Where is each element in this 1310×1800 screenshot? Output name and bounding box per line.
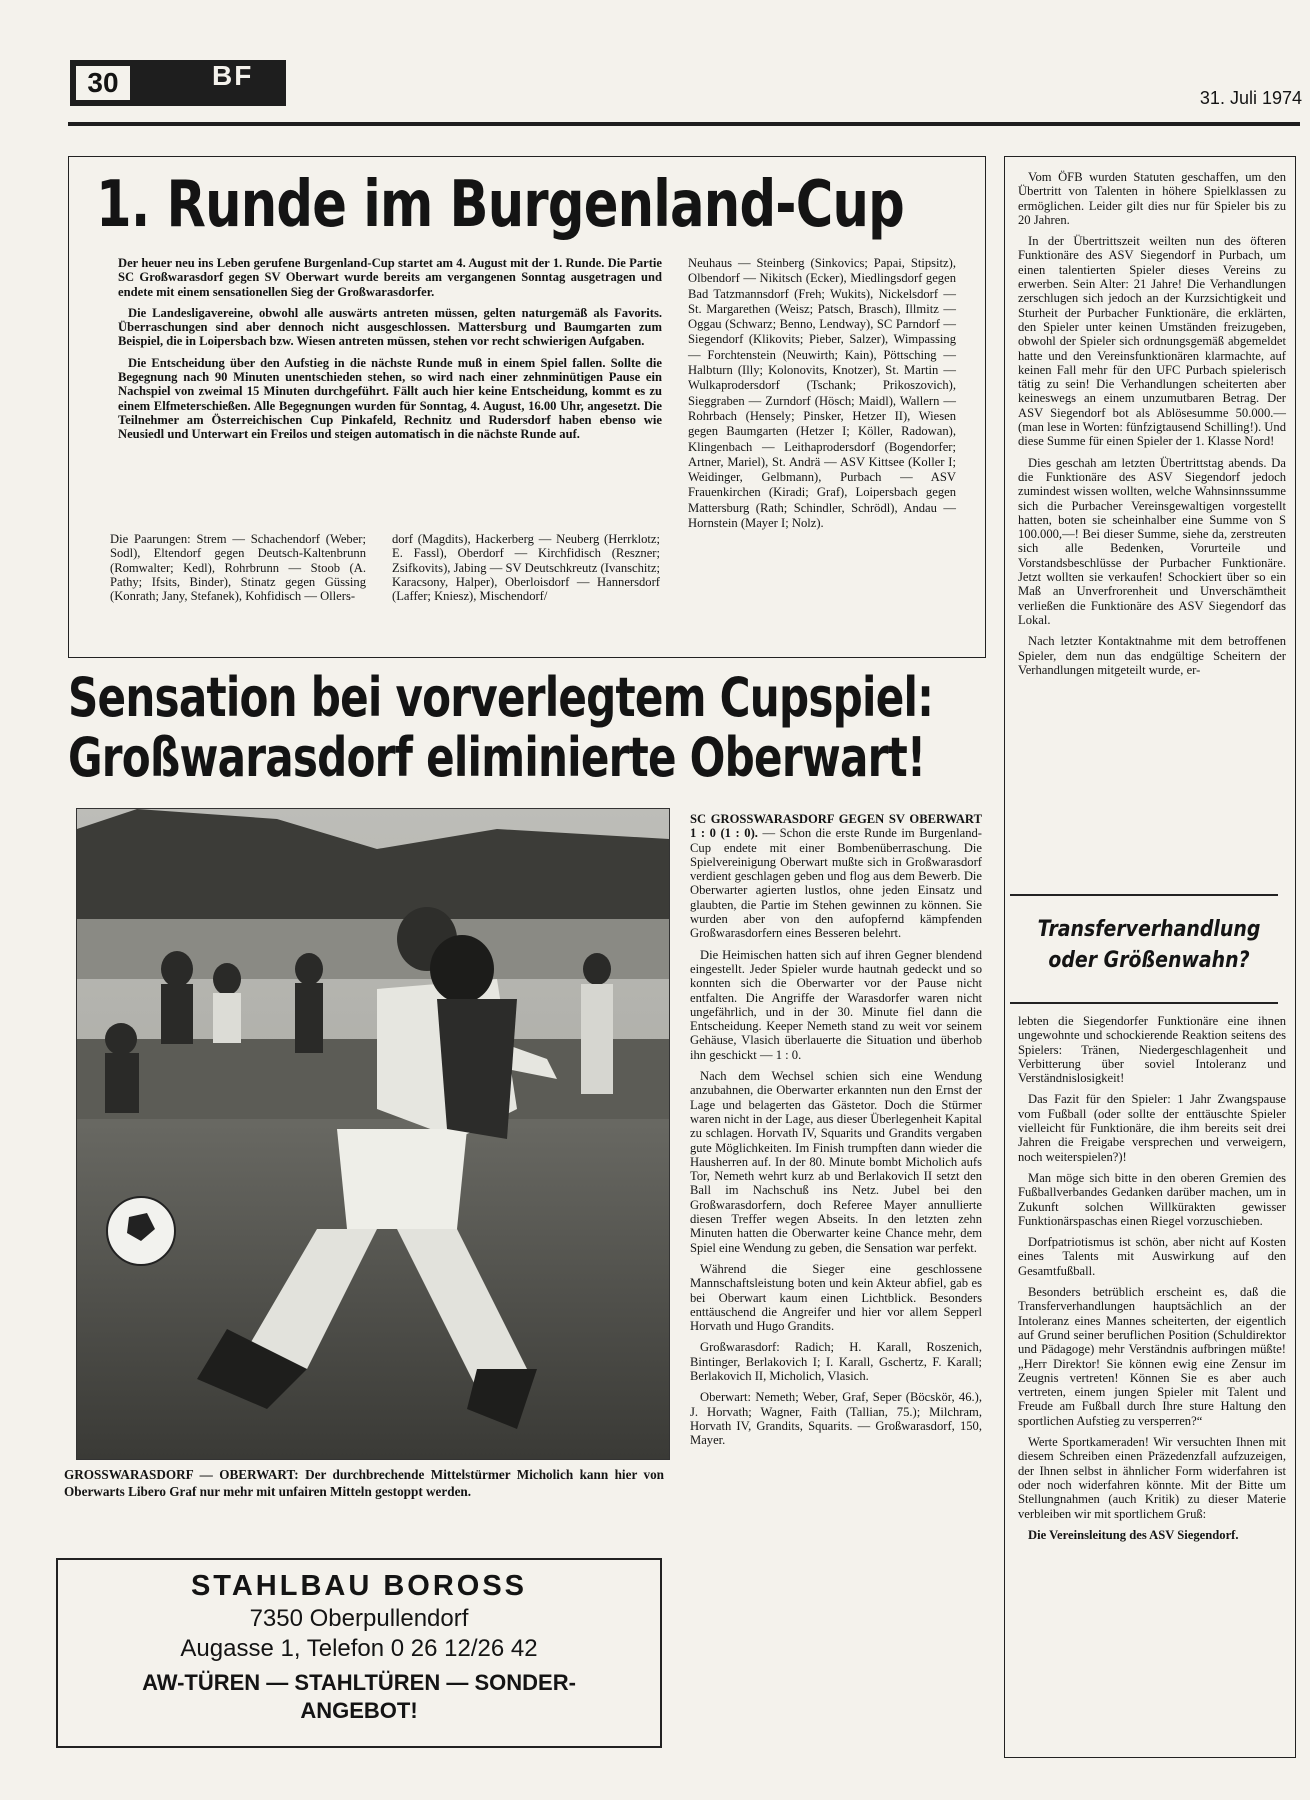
- advertisement: [56, 1558, 662, 1748]
- sidebar-signature: Die Vereinsleitung des ASV Siegendorf.: [1028, 1527, 1239, 1542]
- ad-company: STAHLBAU BOROSS: [190, 1570, 528, 1602]
- lead-paragraph: Die Entscheidung über den Aufstieg in die nächste Runde muß in einem Spiel fallen. Sollte die Begegnung nach 90 Minuten unentschieden stehen, so wird nach einer zehnminütigen Pause ein Nachspiel von zweimal 15 Minuten durchgeführt. Fällt auch hier keine Entscheidung, kommt es zu einem Elfmeterschießen. Alle Begegnungen wurden für Sonntag, 4. August, 16.00 Uhr, angesetzt. Die Teilnehmer am Österreichischen Cup Pinkafeld, Rechnitz und Rudersdorf haben ebenso wie Neusiedl und Unterwart ein Freilos und steigen automatisch in die nächste Runde auf.: [118, 355, 662, 442]
- article-1-headline: 1. Runde im Burgenland-Cup: [96, 168, 905, 242]
- sidebar-headline: Transferverhandlung oder Größenwahn?: [1037, 917, 1261, 973]
- pairings-column-2: dorf (Magdits), Hackerberg — Neuberg (Herrklotz; E. Fassl), Oberdorf — Kirchfidisch (Reszner; Zsifkovits), Jabing — SV Deutschkreutz (Ivanschitz; Karacsony, Halper), Oberloisdorf — Hannersdorf (Laffer; Kniesz), Mischendorf/: [392, 532, 660, 604]
- section-label: BF: [212, 60, 254, 91]
- headline-line: Großwarasdorf eliminierte Oberwart!: [68, 726, 926, 789]
- sidebar-top-text: Vom ÖFB wurden Statuten geschaffen, um den Übertritt von Talenten in höhere Spielklassen zu ermöglichen. Leider gilt dies nur für Spieler bis zu 20 Jahren. In der Übertrittszeit weilten nun des öfteren Funktionäre des ASV Siegendorf in Purbach, um einen talentierten Spieler dieses Vereins zu erwerben. Sein Alter: 21 Jahre! Die Verhandlungen zerschlugen sich jedoch an der Kurzsichtigkeit und Sturheit der Purbacher Funktionäre, die erklärten, den Spieler unter keinen Umständen freizugeben, obwohl der Spieler sich ordnungsgemäß abgemeldet hatte und den Vereinsfunktionären klarmachte, auf keinen Fall mehr für den UFC Purbach spielerisch tätig zu sein! Die Verhandlungen scheiterten aber keineswegs an einem unzumutbaren Betrag. Der ASV Siegendorf bot als Ablösesumme 50.000.— (man lese in Worten: fünfzigtausend Schilling!). Und diese Summe für einen Spieler der 1. Klasse Nord! Dies geschah am letzten Übertrittstag abends. Da die Funktionäre des ASV Siegendorf jedoch zumindest wissen wollten, welche Wahnsinnssumme sich die Purbacher Vereinsgewaltigen vorgestellt hatten, boten sie scheinhalber eine Summe von S 100.000,—! Bei dieser Summe, siehe da, zerstreuten sich alle Bedenken, Vorurteile und Vorstandsbeschlüsse der Purbacher Funktionäre. Jetzt wollten sie verkaufen! Schockiert über so ein Maß an Unverfrorenheit und Unverschämtheit verließen die Funktionäre des ASV Siegendorf das Lokal. Nach letzter Kontaktnahme mit dem betroffenen Spieler, dem nun das endgültige Scheitern der Verhandlungen mitgeteilt wurde, er-: [1018, 170, 1286, 677]
- match-photo: [76, 808, 670, 1460]
- pairings-column-1: Die Paarungen: Strem — Schachendorf (Weber; Sodl), Eltendorf gegen Deutsch-Kaltenbrunn (Romwalter; Kedl), Rohrbrunn — Stoob (A. Pathy; Ifsits, Binder), Stinatz gegen Güssing (Konrath; Jany, Stefanek), Kohfidisch — Ollers-: [110, 532, 366, 604]
- article-paragraph: Die Heimischen hatten sich auf ihren Gegner blendend eingestellt. Jeder Spieler wurde hautnah gedeckt und so konnten sich die Oberwarter vor der Pause nicht entfalten. Die Angriffe der Warasdorfer waren nicht ungefährlich, und in der 30. Minute fiel dann die Entscheidung. Keeper Nemeth stand zu weit vor seinem Gehäuse, Vlasich überlauerte die Situation und überhob ihn geschickt — 1 : 0.: [690, 947, 982, 1062]
- sidebar-rule: [1010, 1002, 1278, 1004]
- headline-line: Sensation bei vorverlegtem Cupspiel:: [68, 666, 934, 729]
- sidebar-rule: [1010, 894, 1278, 896]
- page-number: 30: [74, 64, 132, 102]
- ad-address: Augasse 1, Telefon 0 26 12/26 42: [180, 1635, 538, 1662]
- lead-paragraph: Der heuer neu ins Leben gerufene Burgenland-Cup startet am 4. August mit der 1. Runde. Die Partie SC Großwarasdorf gegen SV Oberwart wurde bereits am vergangenen Sonntag ausgetragen und endete mit einem sensationellen Sieg der Großwarasdorfer.: [118, 256, 662, 299]
- article-paragraph: Nach dem Wechsel schien sich eine Wendung anzubahnen, die Oberwarter erkannten nun den Ernst der Lage und belagerten das Gästetor. Doch die Stürmer waren nicht in der Lage, aus dieser Überlegenheit Kapital zu schlagen. Horvath IV, Squarits und Grandits vergaben gute Möglichkeiten. Im Finish trumpften dann wieder die Hausherren auf. In der 80. Minute bombt Micholich aufs Tor, Nemeth wehrt kurz ab und Berlakovich II setzt den Ball im Nachschuß ins Netz. Jubel bei den Großwarasdorfern, doch Referee Mayer annullierte diesen Treffer wegen Abseits. In den letzten zehn Minuten hatten die Oberwarter keine Chance mehr, dem Spiel eine Wendung zu geben, die Sensation war perfekt.: [690, 1069, 982, 1255]
- issue-date: 31. Juli 1974: [1199, 88, 1302, 108]
- ad-products: AW-TÜREN — STAHLTÜREN — SONDER- ANGEBOT!: [142, 1670, 576, 1723]
- article-2-body: [690, 812, 982, 1454]
- pairings-column-3: Neuhaus — Steinberg (Sinkovics; Papai, Stipsitz), Olbendorf — Nikitsch (Ecker), Miedlingsdorf gegen Bad Tatzmannsdorf (Freh; Wukits), Nickelsdorf — St. Margarethen (Weisz; Patsch, Brasch), Illmitz — Oggau (Schwarz; Benno, Lendway), SC Parndorf — Siegendorf (Klikovits; Pieber, Salzer), Wimpassing — Forchtenstein (Neuwirth; Kain), Pöttsching — Halbturn (Illy; Kolonovits, Knotzer), St. Martin — Wulkaprodersdorf (Tschank; Prikoszovich), Sieggraben — Zurndorf (Hösch; Maidl), Wallern — Rohrbach (Hensely; Pinsker, Hetzer II), Wiesen gegen Baumgarten (Hetzer I; Köller, Radowan), Klingenbach — Leithaprodersdorf (Bogendorfer; Artner, Mariel), St. Andrä — ASV Kittsee (Koller I; Weidinger, Gelbmann), Purbach — ASV Frauenkirchen (Kiradi; Graf), Loipersbach gegen Mattersburg (Rath; Schindler, Schrödl), Andau — Hornstein (Mayer I; Nolz).: [688, 256, 956, 531]
- photo-caption: GROSSWARASDORF — OBERWART: Der durchbrechende Mittelstürmer Micholich kann hier von Oberwarts Libero Graf nur mehr mit unfairen Mitteln gestoppt werden.: [64, 1467, 664, 1499]
- score-line: SC GROSSWARASDORF GEGEN SV OBERWART 1 : 0 (1 : 0).: [690, 812, 982, 841]
- header-rule: [68, 122, 1300, 126]
- article-2-headline: [68, 668, 1004, 788]
- article-paragraph: SC GROSSWARASDORF GEGEN SV OBERWART 1 : 0 (1 : 0). — Schon die erste Runde im Burgenland-Cup endete mit einer Bombenüberraschung. Die Spielvereinigung Oberwart mußte sich in Großwarasdorf verdient geschlagen geben und flog aus dem Bewerb. Die Oberwarter agierten lustlos, ohne jeden Einsatz und glaubten, die Partie im Stehen gewinnen zu können. Sie wurden aber von den aufopfernd kämpfenden Großwarasdorfern eines Besseren belehrt.: [690, 812, 982, 941]
- lead-paragraph: Die Landesligavereine, obwohl alle auswärts antreten müssen, gelten naturgemäß als Favorits. Überraschungen sind aber dennoch nicht ausgeschlossen. Mattersburg und Baumgarten zum Beispiel, die in Loipersbach bzw. Wiesen antreten müssen, stehen vor recht schwierigen Aufgaben.: [118, 305, 662, 349]
- lineup-home: Großwarasdorf: Radich; H. Karall, Roszenich, Bintinger, Berlakovich I; I. Karall, Gschertz, F. Karall; Berlakovich II, Micholich, Vlasich.: [690, 1340, 982, 1383]
- sidebar-bottom-text: lebten die Siegendorfer Funktionäre eine ihnen ungewohnte und schockierende Reaktion seitens des Spielers: Tränen, Niedergeschlagenheit und Verbitterung über soviel Intoleranz und Verständnislosigkeit! Das Fazit für den Spieler: 1 Jahr Zwangspause vom Fußball (oder sollte der enttäuschte Spieler vielleicht für Funktionäre, die ihm bereits seit drei Jahren die Freigabe versprechen und verweigern, noch weiterspielen?)! Man möge sich bitte in den oberen Gremien des Fußballverbandes Gedanken darüber machen, um in Zukunft solchen Willkürakten gewisser Funktionärspaschas einen Riegel vorzuschieben. Dorfpatriotismus ist schön, aber nicht auf Kosten eines Talents mit Auswirkung auf den Gesamtfußball. Besonders betrüblich erscheint es, daß die Transferverhandlungen hauptsächlich an der Intoleranz eines Mannes scheiterten, der eigentlich auf Grund seiner beruflichen Position (Schuldirektor und Pädagoge) mehr Verständnis aufbringen müßte! „Herr Direktor! Sie können ewig eine Zensur im Zeugnis vertreten! Können Sie es aber auch vertreten, einem jungen Spieler mit Talent und Freude am Fußball durch Ihre sture Haltung den sportlichen Aufstieg zu versperren?“ Werte Sportkameraden! Wir versuchten Ihnen mit diesem Schreiben einen Präzedenzfall aufzuzeigen, der Ihnen selbst in ähnlicher Form widerfahren ist oder noch widerfahren könnte. Mit der Bitte um Stellungnahmen (auch Kritik) zu dieser Materie verbleiben wir mit sportlichem Gruß: Die Vereinsleitung des ASV Siegendorf.: [1018, 1014, 1286, 1542]
- lineup-away: Oberwart: Nemeth; Weber, Graf, Seper (Böcskör, 46.), J. Horvath; Wagner, Faith (Tallian, 75.); Milchram, Horvath IV, Grandits, Squarits. — Großwarasdorf, 150, Mayer.: [690, 1390, 982, 1448]
- ad-city: 7350 Oberpullendorf: [249, 1605, 469, 1632]
- article-paragraph: Während die Sieger eine geschlossene Mannschaftsleistung boten und kein Akteur abfiel, gab es bei Oberwart kaum einen Lichtblick. Besonders enttäuschend die Angreifer und hier vor allem Sepperl Horvath und Hugo Grandits.: [690, 1261, 982, 1334]
- article-1-lead: [118, 256, 662, 449]
